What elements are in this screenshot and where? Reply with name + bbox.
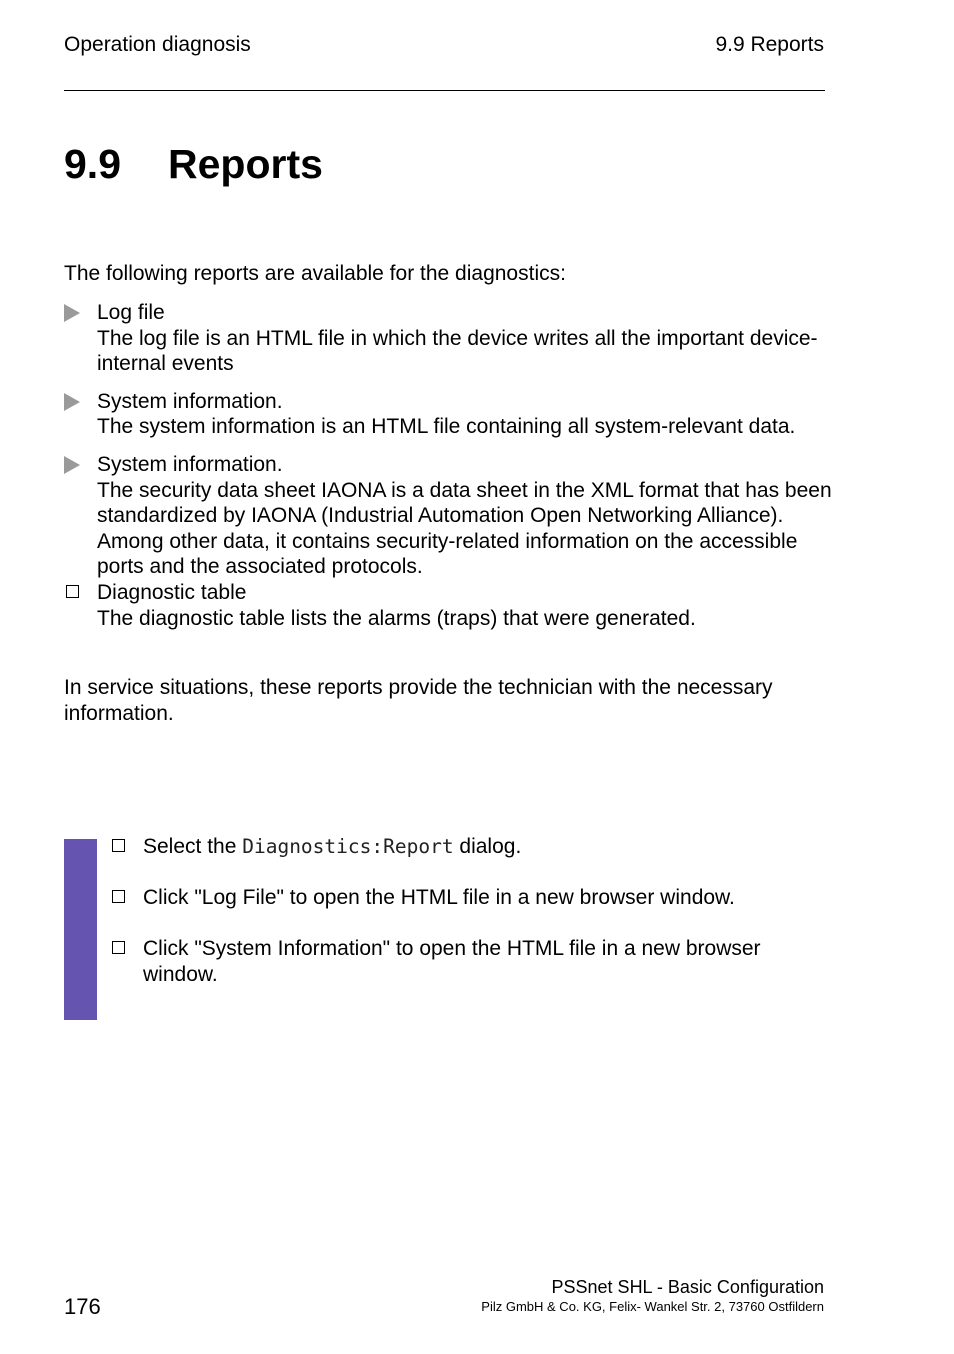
step-text: Select the: [143, 835, 243, 858]
checkbox-square-icon: [112, 890, 125, 903]
instruction-accent-bar: [64, 839, 97, 1020]
step-text: Click "Log File" to open the HTML file in a new browser window.: [143, 886, 735, 910]
checkbox-square-icon: [112, 839, 125, 852]
checkbox-square-icon: [66, 585, 79, 598]
list-item-text: The log file is an HTML file in which the device writes all the important device-internal events: [97, 326, 818, 376]
page-number: 176: [64, 1294, 101, 1319]
section-title-text: Reports: [168, 141, 323, 187]
section-title: [64, 136, 323, 192]
section-number: 9.9: [64, 141, 121, 187]
instruction-step: [110, 885, 830, 911]
list-item: [64, 580, 834, 631]
report-list: [64, 300, 834, 643]
list-item: [64, 389, 834, 440]
header-rule: [64, 90, 825, 91]
footer-doc-title: PSSnet SHL - Basic Configuration: [551, 1277, 824, 1297]
instruction-steps: [110, 834, 830, 1013]
step-text: Click "System Information" to open the HTML file in a new browser window.: [143, 937, 761, 986]
running-header-section: 9.9 Reports: [715, 33, 824, 56]
triangle-bullet-icon: [64, 456, 80, 474]
triangle-bullet-icon: [64, 393, 80, 411]
list-item-text: The diagnostic table lists the alarms (traps) that were generated.: [97, 606, 696, 630]
list-item-heading: Diagnostic table: [97, 580, 247, 604]
list-item: [64, 452, 834, 580]
instruction-step: [110, 834, 830, 860]
running-header-chapter: Operation diagnosis: [64, 33, 251, 56]
list-item-text: The system information is an HTML file containing all system-relevant data.: [97, 415, 796, 439]
instruction-step: [110, 936, 830, 987]
outro-paragraph: In service situations, these reports provide the technician with the necessary information.: [64, 676, 773, 725]
list-item: [64, 300, 834, 377]
dialog-path-code: Diagnostics:Report: [242, 835, 454, 858]
step-text: dialog.: [453, 835, 522, 858]
intro-paragraph: The following reports are available for the diagnostics:: [64, 262, 566, 285]
triangle-bullet-icon: [64, 304, 80, 322]
footer-address: Pilz GmbH & Co. KG, Felix- Wankel Str. 2, 73760 Ostfildern: [481, 1299, 824, 1314]
checkbox-square-icon: [112, 941, 125, 954]
list-item-heading: System information.: [97, 452, 283, 476]
list-item-heading: System information.: [97, 389, 283, 413]
list-item-heading: Log file: [97, 301, 165, 324]
list-item-text: The security data sheet IAONA is a data sheet in the XML format that has been standardized by IAONA (Industrial Automation Open Networking Alliance). Among other data, it contains security-related information on the accessible ports and the associated protocols.: [97, 478, 832, 579]
